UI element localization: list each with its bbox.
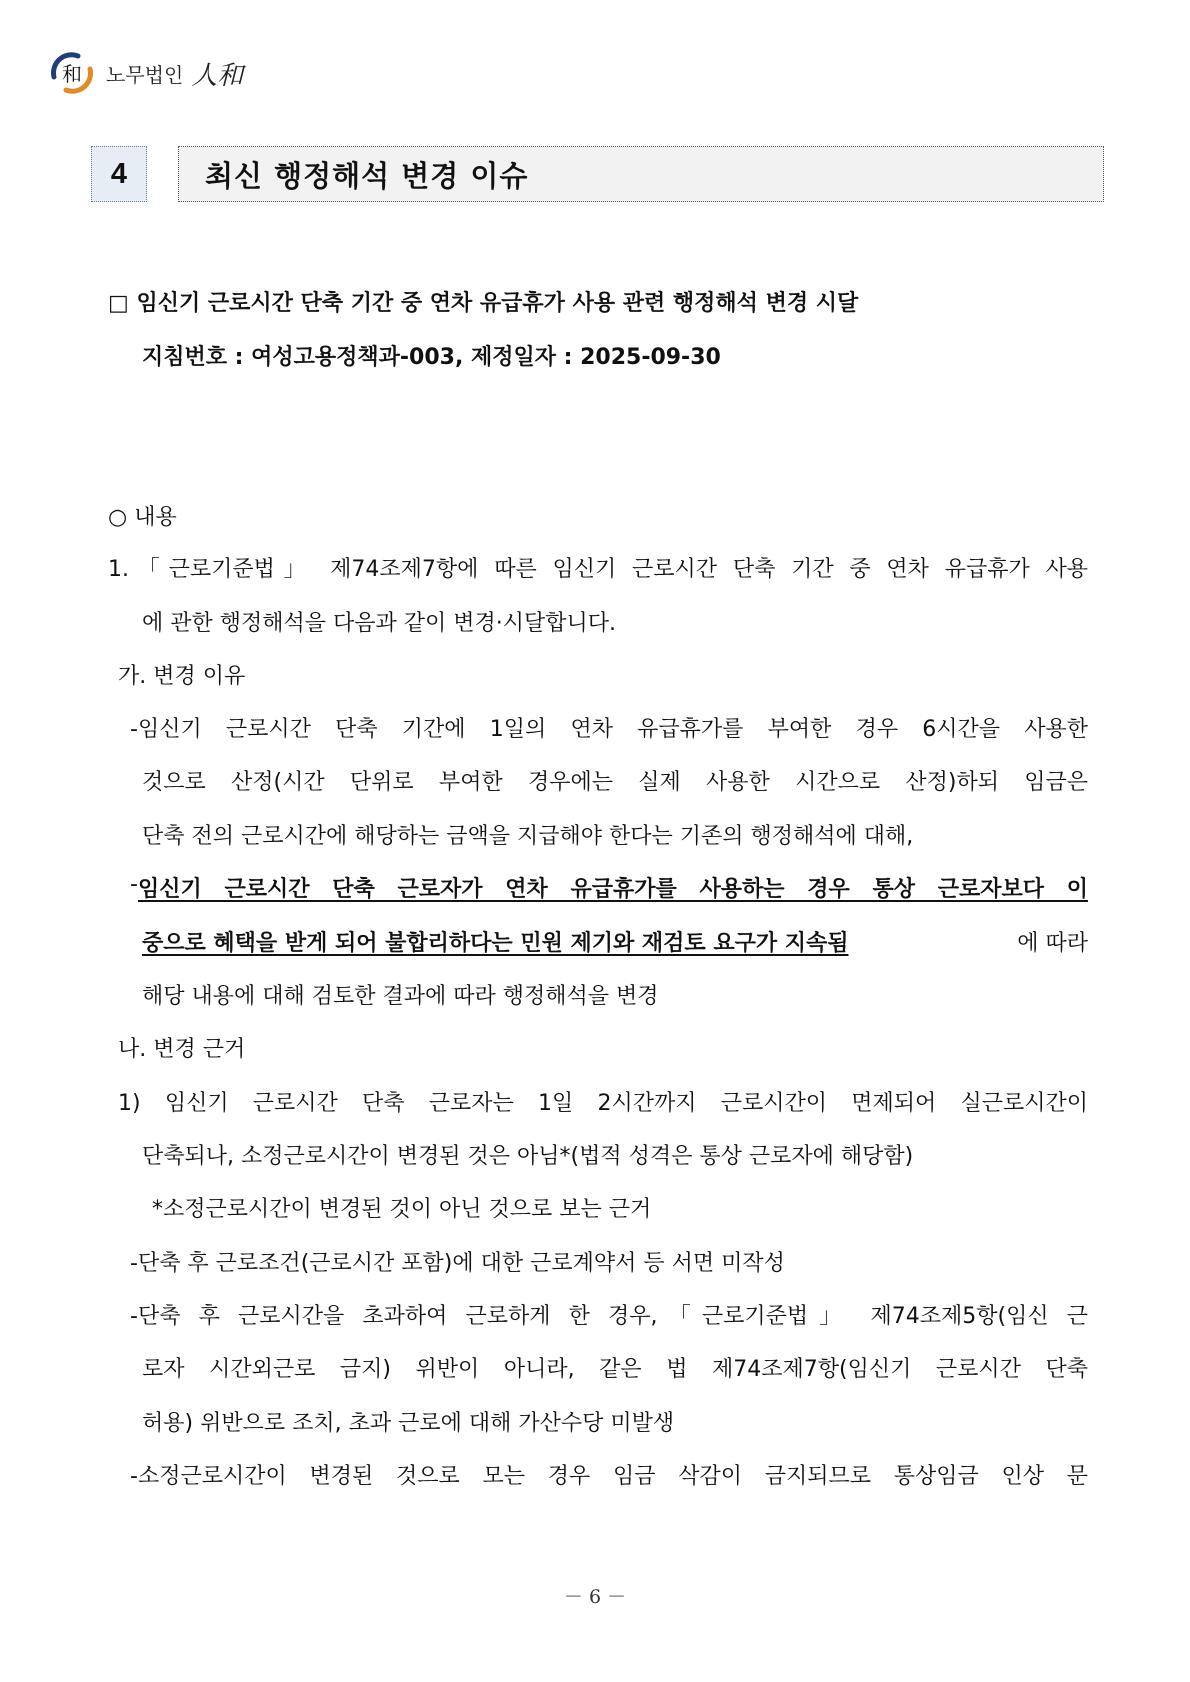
org-name: 노무법인: [106, 62, 184, 87]
basis-detail-2-line-2: 로자 시간외근로 금지) 위반이 아니라, 같은 법 제74조제7항(임신기 근로시간 단축: [142, 1357, 1088, 1382]
svg-text:和: 和: [62, 62, 82, 86]
reason-1-line-2: 것으로 산정(시간 단위로 부여한 경우에는 실제 사용한 시간으로 산정)하되 임금은: [142, 770, 1088, 795]
reason-2-dash: -: [130, 872, 138, 897]
reason-2-underlined-2: 중으로 혜택을 받게 되어 불합리하다는 민원 제기와 재검토 요구가 지속됨: [142, 931, 849, 956]
notice-meta: 지침번호 : 여성고용정책과-003, 제정일자 : 2025-09-30: [142, 345, 721, 370]
reason-2-line-2-rest: 에 따라: [1017, 931, 1088, 956]
subheading-change-reason: 가. 변경 이유: [118, 664, 246, 689]
paragraph-1-line-2: 에 관한 행정해석을 다음과 같이 변경·시달합니다.: [142, 611, 616, 636]
org-hanja: 人和: [191, 60, 244, 91]
page-number: － 6 －: [563, 1586, 627, 1608]
header: [48, 48, 243, 98]
reason-2-line-1: [130, 872, 1088, 903]
basis-detail-2-line-3: 허용) 위반으로 조치, 초과 근로에 대해 가산수당 미발생: [142, 1411, 675, 1436]
basis-detail-3: -소정근로시간이 변경된 것으로 모는 경우 임금 삭감이 금지되므로 통상임금 인상 문: [130, 1464, 1088, 1489]
company-logo-icon: [48, 49, 96, 97]
basis-1-line-2: 단축되나, 소정근로시간이 변경된 것은 아님*(법적 성격은 통상 근로자에 해당함): [142, 1144, 914, 1169]
section-number: 4: [91, 146, 147, 202]
basis-detail-1: -단축 후 근로조건(근로시간 포함)에 대한 근로계약서 등 서면 미작성: [130, 1251, 785, 1276]
basis-detail-2-line-1: -단축 후 근로시간을 초과하여 근로하게 한 경우,「근로기준법」 제74조제5항(임신 근: [130, 1304, 1088, 1329]
section-title: 최신 행정해석 변경 이슈: [178, 146, 1104, 202]
reason-2-line-2: [142, 926, 1088, 957]
content-heading: ○ 내용: [108, 505, 177, 530]
reason-1-line-1: -임신기 근로시간 단축 기간에 1일의 연차 유급휴가를 부여한 경우 6시간을 사용한: [130, 717, 1088, 742]
paragraph-1-line-1: 1.「근로기준법」 제74조제7항에 따른 임신기 근로시간 단축 기간 중 연차 유급휴가 사용: [108, 557, 1088, 582]
reason-2-line-3: 해당 내용에 대해 검토한 결과에 따라 행정해석을 변경: [142, 984, 659, 1009]
reason-1-line-3: 단축 전의 근로시간에 해당하는 금액을 지급해야 한다는 기존의 행정해석에 대해,: [142, 824, 914, 849]
notice-title: □ 임신기 근로시간 단축 기간 중 연차 유급휴가 사용 관련 행정해석 변경 시달: [108, 291, 859, 316]
basis-1-note: *소정근로시간이 변경된 것이 아닌 것으로 보는 근거: [152, 1197, 652, 1222]
basis-1-line-1: 1) 임신기 근로시간 단축 근로자는 1일 2시간까지 근로시간이 면제되어 실근로시간이: [118, 1091, 1088, 1116]
reason-2-underlined-1: 임신기 근로시간 단축 근로자가 연차 유급휴가를 사용하는 경우 통상 근로자보다 이: [137, 877, 1088, 902]
subheading-change-basis: 나. 변경 근거: [118, 1037, 246, 1062]
